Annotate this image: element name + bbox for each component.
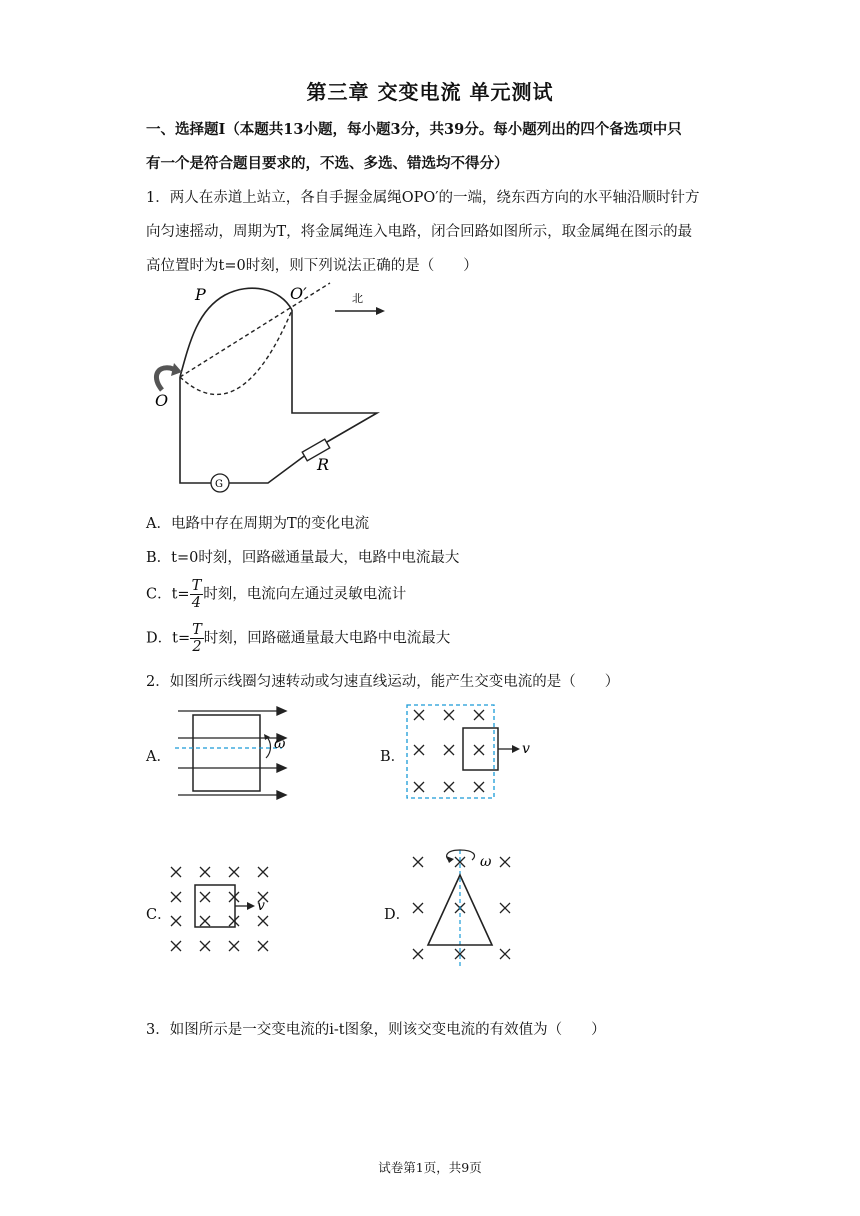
label-o: O	[155, 391, 169, 410]
q1-stem-line2: 向匀速摇动，周期为T，将金属绳连入电路，闭合回路如图所示，取金属绳在图示的最	[146, 224, 693, 240]
q2-label-d: D．	[384, 907, 411, 923]
q2-stem: 2．如图所示线圈匀速转动或匀速直线运动，能产生交变电流的是（ ）	[146, 674, 620, 690]
omega-label-a: ω	[274, 736, 286, 752]
page-title: 第三章 交变电流 单元测试	[306, 80, 554, 104]
q1-option-d: D．t= $\frac{T}{2}$ 时刻，回路磁通量最大电路中电流最大	[146, 622, 451, 655]
q2-figure-a	[170, 698, 300, 808]
label-r: R	[317, 455, 330, 474]
page-footer: 试卷第1页，共9页	[378, 1160, 482, 1175]
q2-figure-d	[405, 845, 525, 970]
q1-circuit-figure	[140, 280, 400, 500]
q2-label-b: B．	[380, 749, 406, 765]
q1-option-c: C．t= $\frac{T}{4}$ 时刻，电流向左通过灵敏电流计	[146, 578, 407, 611]
omega-label-d: ω	[480, 854, 492, 870]
v-label-c: v	[257, 898, 265, 914]
label-p: P	[195, 285, 206, 304]
q1-stem-line3: 高位置时为t=0时刻，则下列说法正确的是（ ）	[146, 258, 478, 274]
label-o-prime: O′	[290, 284, 307, 303]
section-header-line2: 有一个是符合题目要求的，不选、多选、错选均不得分）	[146, 155, 509, 172]
label-north: 北	[352, 292, 363, 305]
galvanometer-label: G	[215, 479, 223, 490]
q2-figure-b	[400, 700, 540, 805]
q1-option-a: A．电路中存在周期为T的变化电流	[146, 516, 370, 532]
q2-figure-c	[165, 858, 285, 958]
q2-label-a: A．	[146, 749, 171, 765]
section-header-line1: 一、选择题Ⅰ（本题共13小题，每小题3分，共39分。每小题列出的四个备选项中只	[146, 121, 682, 138]
q2-label-c: C．	[146, 907, 172, 923]
q1-stem-line1: 1．两人在赤道上站立，各自手握金属绳OPO′的一端，绕东西方向的水平轴沿顺时针方	[146, 190, 700, 206]
v-label-b: v	[522, 741, 530, 757]
q3-stem: 3．如图所示是一交变电流的i-t图象，则该交变电流的有效值为（ ）	[146, 1022, 606, 1038]
q1-option-b: B．t=0时刻，回路磁通量最大，电路中电流最大	[146, 550, 460, 566]
